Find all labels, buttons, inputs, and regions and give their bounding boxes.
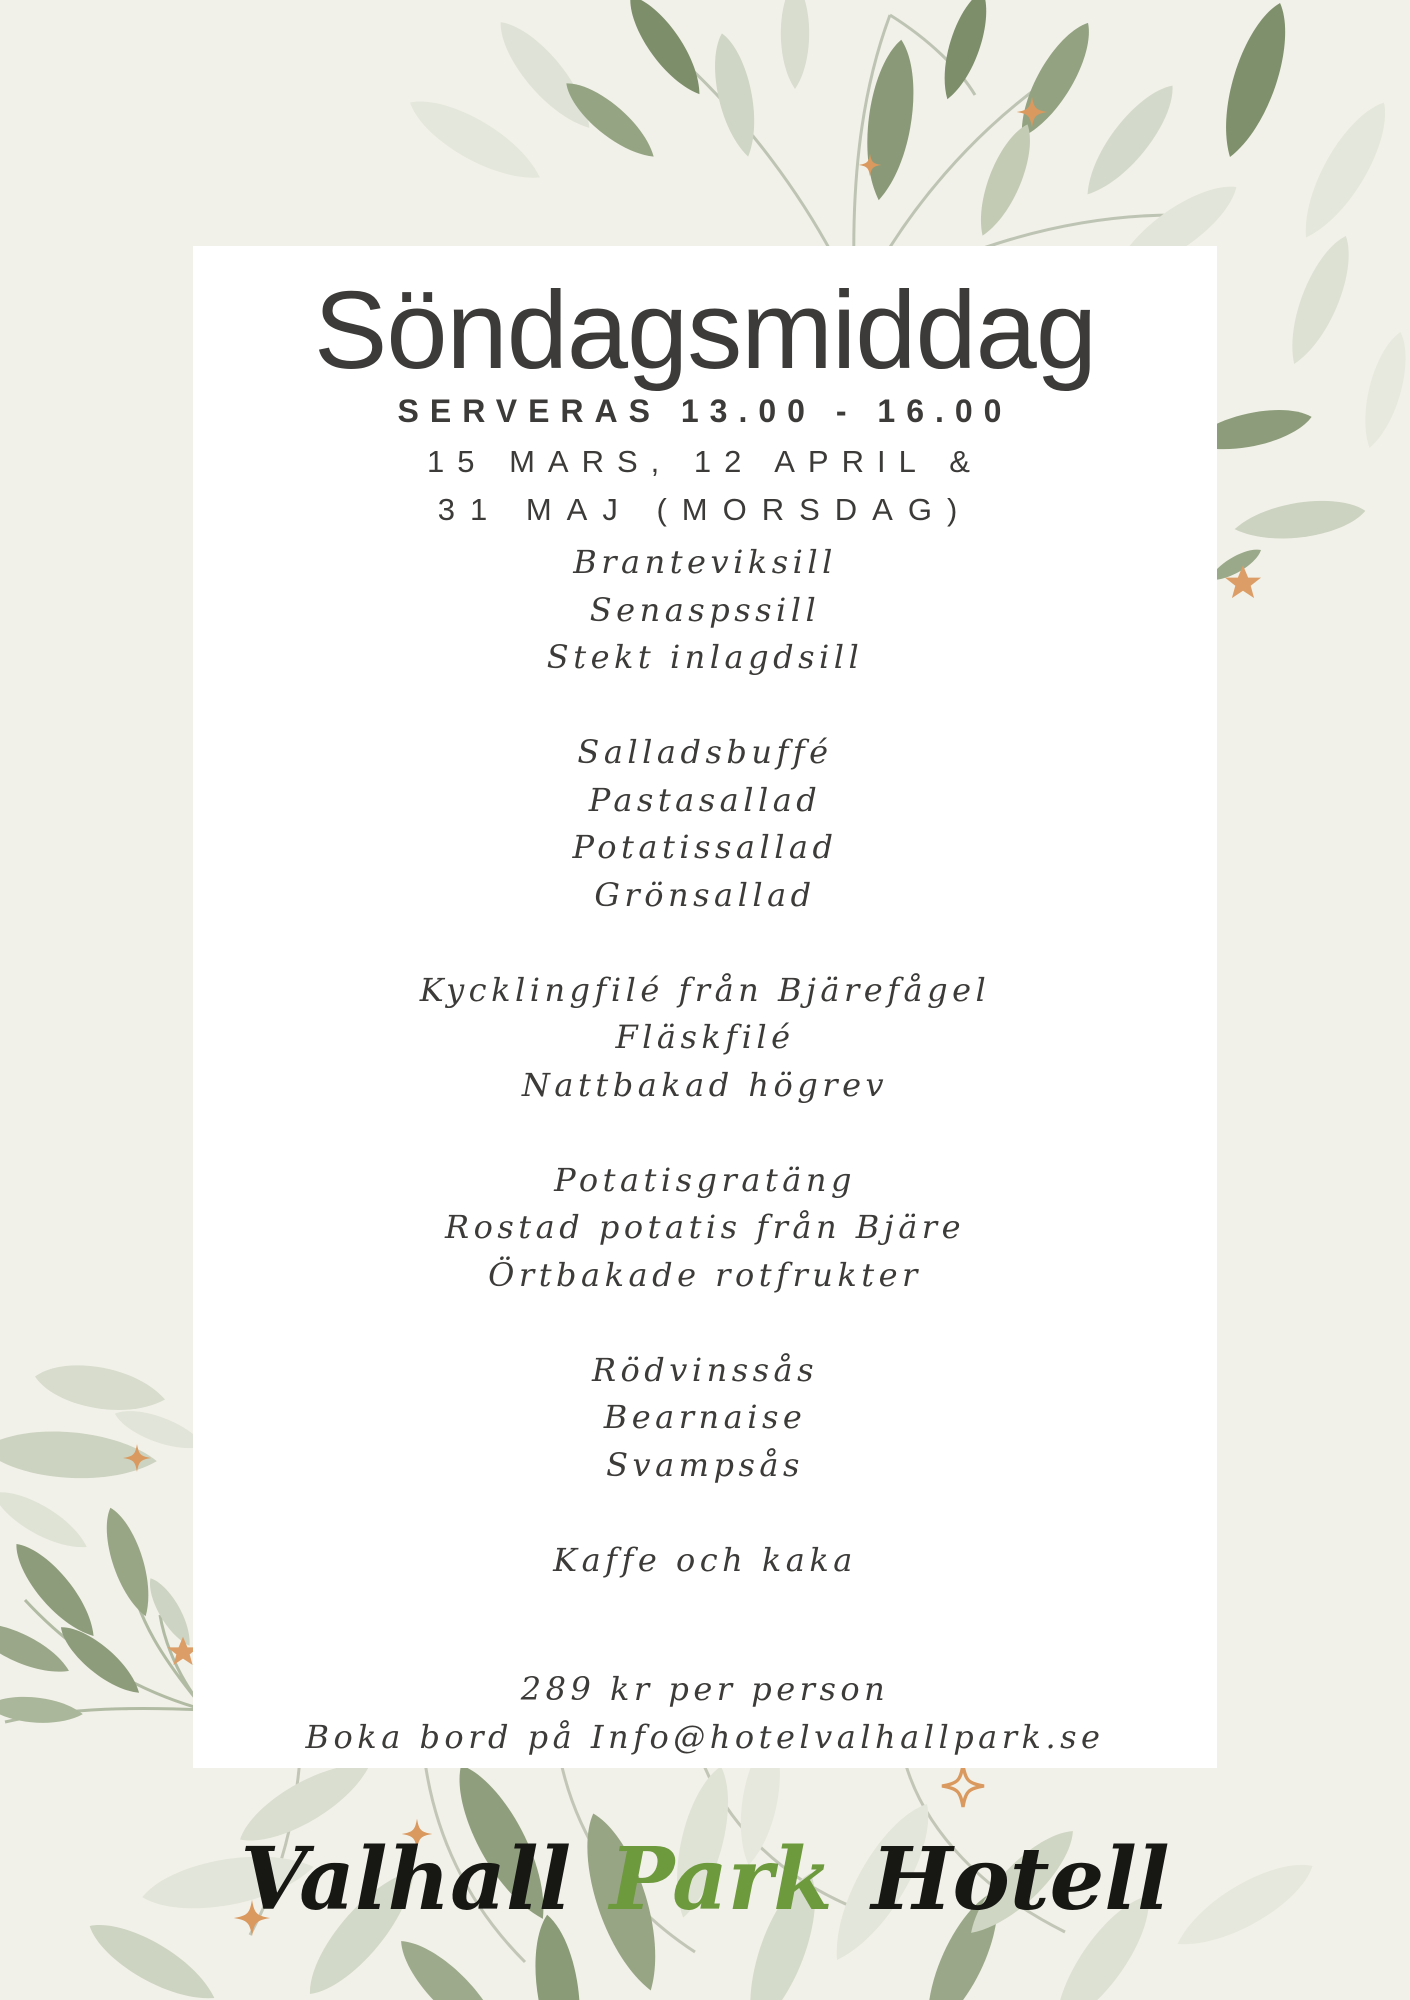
menu-item: Pastasallad [588,780,822,819]
leaf [1007,14,1103,146]
menu-item: Rödvinssås [591,1350,819,1389]
leaf [1232,494,1368,547]
leaf [1210,0,1301,164]
leaf [1354,328,1410,452]
leaf [933,0,997,104]
hotel-logo [0,1822,1410,1937]
serving-hours: SERVERAS 13.00 - 16.00 [397,393,1013,429]
menu-item: Örtbakade rotfrukter [488,1255,922,1294]
leaf [52,1617,147,1703]
menu-panel [193,246,1217,1768]
menu-item: Potatisgratäng [554,1160,856,1199]
menu-item: Salladsbuffé [577,733,833,771]
leaf [618,0,713,103]
price-and-booking [193,1666,1217,1761]
menu-item: Rostad potatis från Bjäre [445,1208,965,1246]
leaf [487,10,603,139]
menu-item: Kycklingfilé från Bjärefågel [419,970,991,1009]
sparkle-outline-icon [942,1765,984,1807]
menu-item: Branteviksill [573,543,837,581]
menu-item: Grönsallad [594,875,816,914]
menu-items-list [193,539,1217,1584]
logo-park: Park [609,1829,833,1930]
price-text: 289 kr per person [520,1670,890,1708]
booking-text: Boka bord på Info@hotelvalhallpark.se [305,1717,1105,1756]
leaf [1073,74,1187,205]
serving-dates-line1: 15 MARS, 12 APRIL & [426,444,983,479]
leaf [858,37,923,203]
leaf [0,1612,75,1683]
leaf [31,1356,168,1419]
menu-item: Bearnaise [603,1398,807,1436]
leaf [1277,229,1362,371]
menu-item: Potatissallad [572,828,838,866]
menu-group-gap [193,919,1217,967]
leaf [96,1503,160,1621]
menu-item: Svampsås [606,1445,804,1484]
menu-group-gap [193,1299,1217,1347]
logo-hotell: Hotell [871,1829,1170,1930]
leaf [142,1573,199,1651]
leaf [781,0,809,89]
page-title: Söndagsmiddag [313,269,1097,392]
logo-valhall: Valhall [240,1829,572,1930]
leaf-sprig-bottom-left [0,1503,205,1727]
leaf [400,85,550,194]
menu-item: Senaspssill [589,590,821,629]
menu-item: Stekt inlagdsill [546,638,864,676]
menu-group-gap [193,682,1217,730]
leaf [0,1481,94,1560]
menu-item: Kaffe och kaka [553,1540,857,1579]
menu-group-gap [193,1109,1217,1157]
menu-group-gap [193,1489,1217,1537]
menu-item: Fläskfilé [615,1018,795,1056]
leaf [388,1928,517,2000]
leaf-cluster-left [0,1356,209,1559]
menu-item: Nattbakad högrev [521,1065,889,1104]
serving-dates-line2: 31 MAJ (MORSDAG) [437,492,973,527]
leaf [1288,92,1401,248]
